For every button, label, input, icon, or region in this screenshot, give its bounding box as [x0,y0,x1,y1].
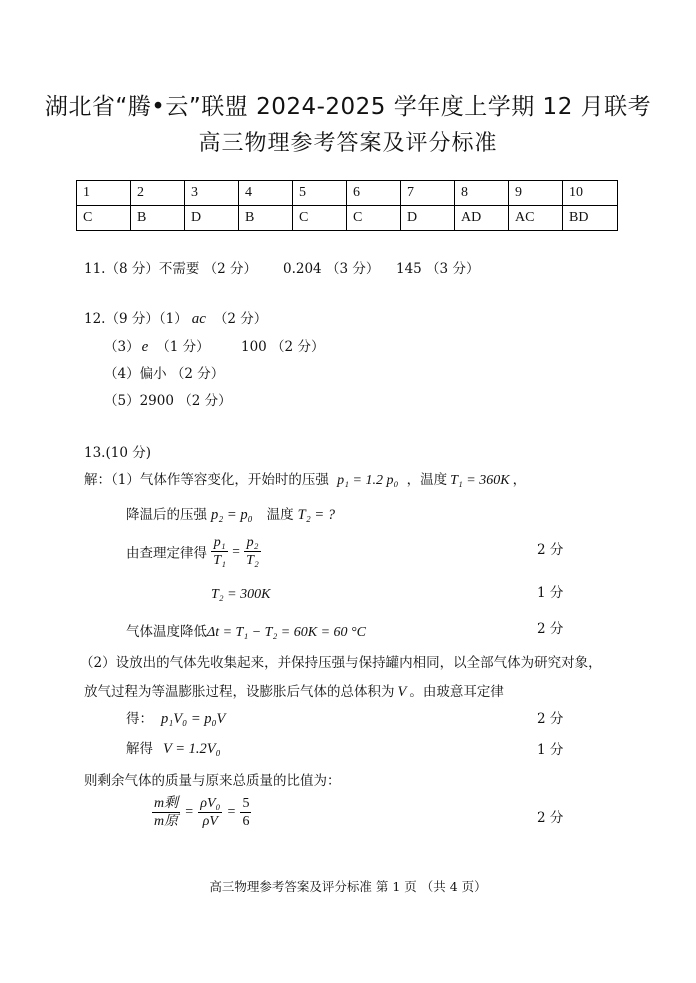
q13-line-8: 则剩余气体的质量与原来总质量的比值为： [84,773,341,789]
q13-l6-score: 2 分 [537,711,564,727]
q13-l4-score: 1 分 [537,585,564,601]
q13-l1-eq: p₁ = 1.2 p₀ [337,473,399,488]
q13-l3-frac1 [211,534,228,569]
q-number-7: 7 [401,181,455,206]
q13-l9-den1: m原 [154,814,179,829]
q13-part2-line2 [84,680,504,701]
q-answer-6: C [347,206,401,231]
q13-l1-text3: ， [512,472,527,488]
q13-l5-text: 气体温度降低 [126,624,207,640]
page-footer: 高三物理参考答案及评分标准 第 1 页 （共 4 页） [209,879,487,894]
q13-l3-text: 由查理定律得 [126,545,207,562]
q11-answer-3: 145 （3 分） [396,261,480,277]
q-answer-3: D [185,206,239,231]
q12-part3-score: （1 分） [156,339,210,355]
q13-p2-var: V [397,684,407,700]
q13-l3-den2: T₂ [246,553,259,568]
q13-l4-eq: T₂ = 300K [211,587,271,602]
q-number-5: 5 [293,181,347,206]
q13-header: 13.(10 分) [84,445,151,461]
q13-l9-score: 2 分 [537,810,564,826]
q13-l9-frac2 [198,795,222,830]
q13-l1-text: 解：（1）气体作等容变化，开始时的压强 [84,472,329,488]
q13-l7-text: 解得 [126,741,153,757]
q11-answer-2: 0.204 （3 分） [283,261,380,277]
q12-part3-label: （3） [104,339,140,355]
q13-l3-num2: p₂ [244,534,261,552]
q13-l1-eq2: T₁ = 360K [450,473,510,488]
q-answer-9: AC [509,206,563,231]
q13-l9-num2: ρV₀ [200,796,221,811]
q-answer-7: D [401,206,455,231]
q12-line-1 [84,307,267,328]
q13-l2-eq: p₂ = p₀ [211,507,253,523]
q-answer-8: AD [455,206,509,231]
q12-part3-value: 100 （2 分） [241,339,325,355]
q-number-3: 3 [185,181,239,206]
q13-l3-score: 2 分 [537,542,564,558]
q-number-10: 10 [563,181,618,206]
q13-l6-eq: p₁V₀ = p₀V [161,711,226,727]
q-number-6: 6 [347,181,401,206]
q13-l3-den1: T₁ [213,553,226,568]
q-answer-4: B [239,206,293,231]
q13-l9-frac3 [240,795,251,830]
q13-l3-equals: = [232,543,240,559]
q13-l9-den3: 6 [242,814,250,829]
q13-p2-text2: 。由玻意耳定律 [409,684,504,700]
q13-line-2 [126,503,335,524]
q-answer-2: B [131,206,185,231]
q-number-1: 1 [77,181,131,206]
doc-title-line2: 高三物理参考答案及评分标准 [198,131,498,156]
q-answer-1: C [77,206,131,231]
q12-line-2 [104,335,210,356]
q13-l2-text: 降温后的压强 [126,507,207,523]
q12-part3-answer: e [141,339,149,355]
q13-l2-eq2: T₂ = ? [297,507,336,523]
q-number-8: 8 [455,181,509,206]
q13-l9-num3: 5 [242,796,250,811]
q-answer-5: C [293,206,347,231]
q13-line-9: $\frac{\text{m剩}}{\text{m原}}$ = $\frac{\text{ρV₀}}{\rho V}$ = $\frac{5}{6}$ [154,796,250,829]
answer-table [76,180,618,231]
q13-l2-text2: 温度 [266,507,294,523]
q13-line-1 [84,468,526,489]
doc-title-line1: 湖北省“腾•云”联盟 2024-2025 学年度上学期 12 月联考 [44,94,652,120]
q13-l9-num1: m剩 [154,796,179,811]
q12-line-3: （4）偏小 （2 分） [104,366,225,382]
answer-table-answer-row [77,206,618,231]
q13-l9-frac1 [152,795,180,830]
q12-part1-score: （2 分） [213,311,268,327]
q13-line-5 [126,620,366,641]
q13-part2-line1: （2）设放出的气体先收集起来，并保持压强与保持罐内相同，以全部气体为研究对象， [80,655,602,671]
q13-line-3 [126,534,261,569]
q11-answer-1: 11.（8 分）不需要 （2 分） [84,261,258,277]
q12-line-4: （5）2900 （2 分） [104,393,232,409]
q-number-4: 4 [239,181,293,206]
q13-l5-eq: Δt = T₁ − T₂ = 60K = 60 °C [207,625,366,640]
answer-table-number-row [77,181,618,206]
q13-l3-frac2 [244,534,261,569]
q13-l7-score: 1 分 [537,742,564,758]
q13-l7-eq: V = 1.2V₀ [163,741,221,757]
q-number-2: 2 [131,181,185,206]
q13-p2-text: 放气过程为等温膨胀过程，设膨胀后气体的总体积为 [84,684,395,700]
q12-part1-answer: ac [191,311,206,327]
q13-l6-text: 得： [126,711,153,727]
q-answer-10: BD [563,206,618,231]
q13-l3-num1: p₁ [211,534,228,552]
q-number-9: 9 [509,181,563,206]
q13-l5-score: 2 分 [537,621,564,637]
q13-line-6 [126,707,225,728]
q13-line-7 [126,737,221,758]
q13-l1-text2: ，温度 [406,472,448,488]
q12-part1-label: 12.（9 分）（1） [84,311,188,327]
q13-l9-den2: ρV [202,814,218,829]
